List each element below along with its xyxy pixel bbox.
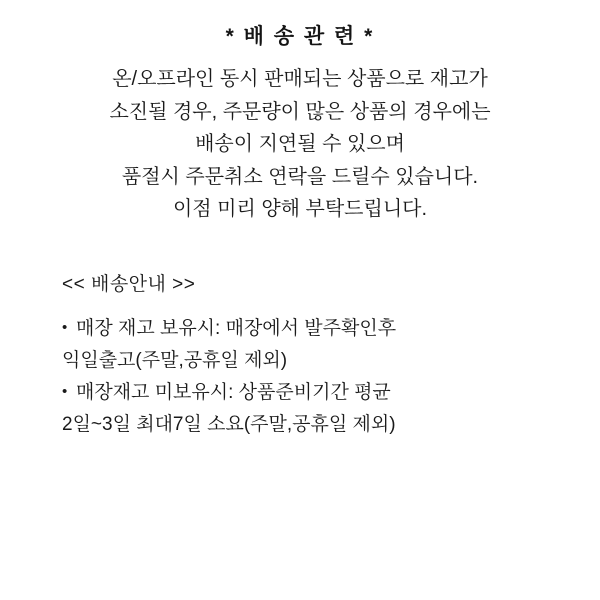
delivery-notice-section	[0, 0, 600, 225]
notice-line: 배송이 지연될 수 있으며	[195, 133, 405, 156]
notice-title: * 배 송 관 련 *	[225, 25, 375, 48]
notice-line: 소진될 경우, 주문량이 많은 상품의 경우에는	[109, 100, 491, 123]
list-item: 2일~3일 최대7일 소요(주말,공휴일 제외)	[62, 413, 396, 435]
notice-line: 온/오프라인 동시 판매되는 상품으로 재고가	[112, 68, 488, 91]
shipping-guide-section	[0, 271, 600, 440]
notice-line: 이점 미리 양해 부탁드립니다.	[172, 197, 428, 220]
notice-body	[18, 63, 582, 225]
notice-line: 품절시 주문취소 연락을 드릴수 있습니다.	[121, 165, 479, 188]
list-item: • 매장재고 미보유시: 상품준비기간 평균	[62, 378, 582, 408]
list-item: • 매장 재고 보유시: 매장에서 발주확인후	[62, 314, 582, 344]
shipping-guide-list	[62, 314, 582, 440]
list-item: 익일출고(주말,공휴일 제외)	[62, 349, 288, 371]
shipping-guide-heading: << 배송안내 >>	[62, 274, 196, 296]
